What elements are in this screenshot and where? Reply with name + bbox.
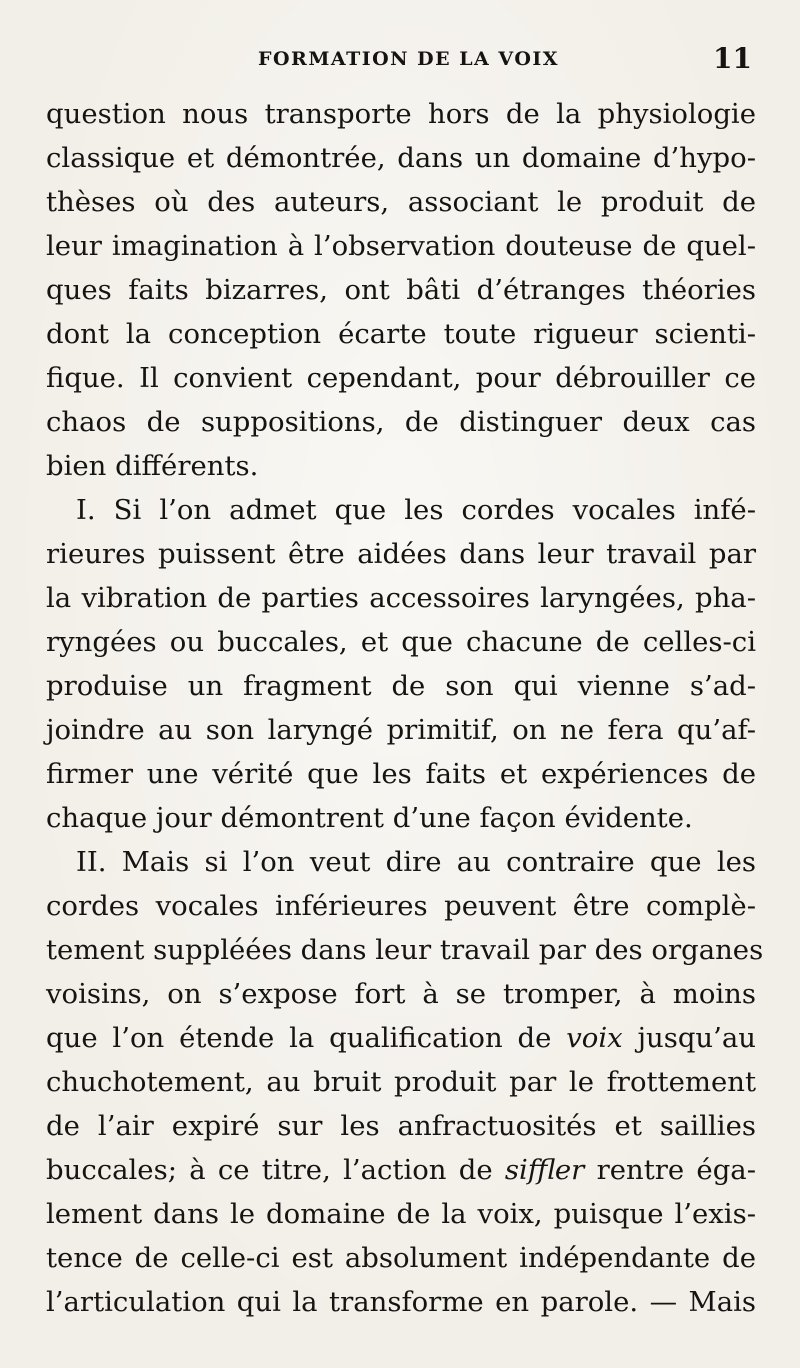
- body-text: [46, 92, 764, 1324]
- text-line: thèses où des auteurs, associant le produit de: [46, 186, 756, 218]
- text-line: I. Si l’on admet que les cordes vocales infé-: [76, 494, 756, 526]
- text-line: question nous transporte hors de la physiologie: [46, 98, 756, 130]
- text-line: leur imagination à l’observation douteuse de quel-: [46, 230, 756, 262]
- text-line: fique. Il convient cependant, pour débrouiller ce: [46, 362, 756, 394]
- text-line: [46, 1148, 756, 1192]
- text-line: classique et démontrée, dans un domaine d’hypo-: [46, 142, 756, 174]
- text-line: chaque jour démontrent d’une façon évidente.: [46, 802, 693, 834]
- text-line: II. Mais si l’on veut dire au contraire que les: [76, 846, 756, 878]
- text-line: firmer une vérité que les faits et expériences de: [46, 758, 756, 790]
- text-line: chaos de suppositions, de distinguer deux cas: [46, 406, 756, 438]
- text-segment: rentre éga-: [584, 1154, 756, 1186]
- text-line: [46, 1016, 756, 1060]
- running-title: FORMATION DE LA VOIX: [258, 48, 560, 70]
- text-line: chuchotement, au bruit produit par le frottement: [46, 1066, 756, 1098]
- italic-word: voix: [566, 1022, 623, 1054]
- text-segment: buccales; à ce titre, l’action de: [46, 1154, 505, 1186]
- text-line: tence de celle-ci est absolument indépendante de: [46, 1242, 756, 1274]
- text-line: voisins, on s’expose fort à se tromper, à moins: [46, 978, 756, 1010]
- italic-word: siffler: [504, 1154, 585, 1186]
- page-header: [0, 44, 800, 84]
- text-line: produise un fragment de son qui vienne s’ad-: [46, 670, 756, 702]
- text-line: dont la conception écarte toute rigueur scienti-: [46, 318, 756, 350]
- text-line: ques faits bizarres, ont bâti d’étranges théories: [46, 274, 756, 306]
- text-line: tement suppléées dans leur travail par des organes: [46, 934, 764, 966]
- text-line: joindre au son laryngé primitif, on ne fera qu’af-: [46, 714, 756, 746]
- text-line: la vibration de parties accessoires laryngées, pha-: [46, 582, 756, 614]
- text-line: cordes vocales inférieures peuvent être complè-: [46, 890, 756, 922]
- text-line: lement dans le domaine de la voix, puisque l’exis-: [46, 1198, 756, 1230]
- page-number: 11: [713, 42, 752, 75]
- text-line: ryngées ou buccales, et que chacune de celles-ci: [46, 626, 756, 658]
- text-line: bien différents.: [46, 450, 259, 482]
- text-segment: que l’on étende la qualification de: [46, 1022, 567, 1054]
- text-line: rieures puissent être aidées dans leur travail par: [46, 538, 756, 570]
- text-line: de l’air expiré sur les anfractuosités et saillies: [46, 1110, 756, 1142]
- text-line: l’articulation qui la transforme en parole. — Mais: [46, 1286, 756, 1318]
- text-segment: jusqu’au: [622, 1022, 756, 1054]
